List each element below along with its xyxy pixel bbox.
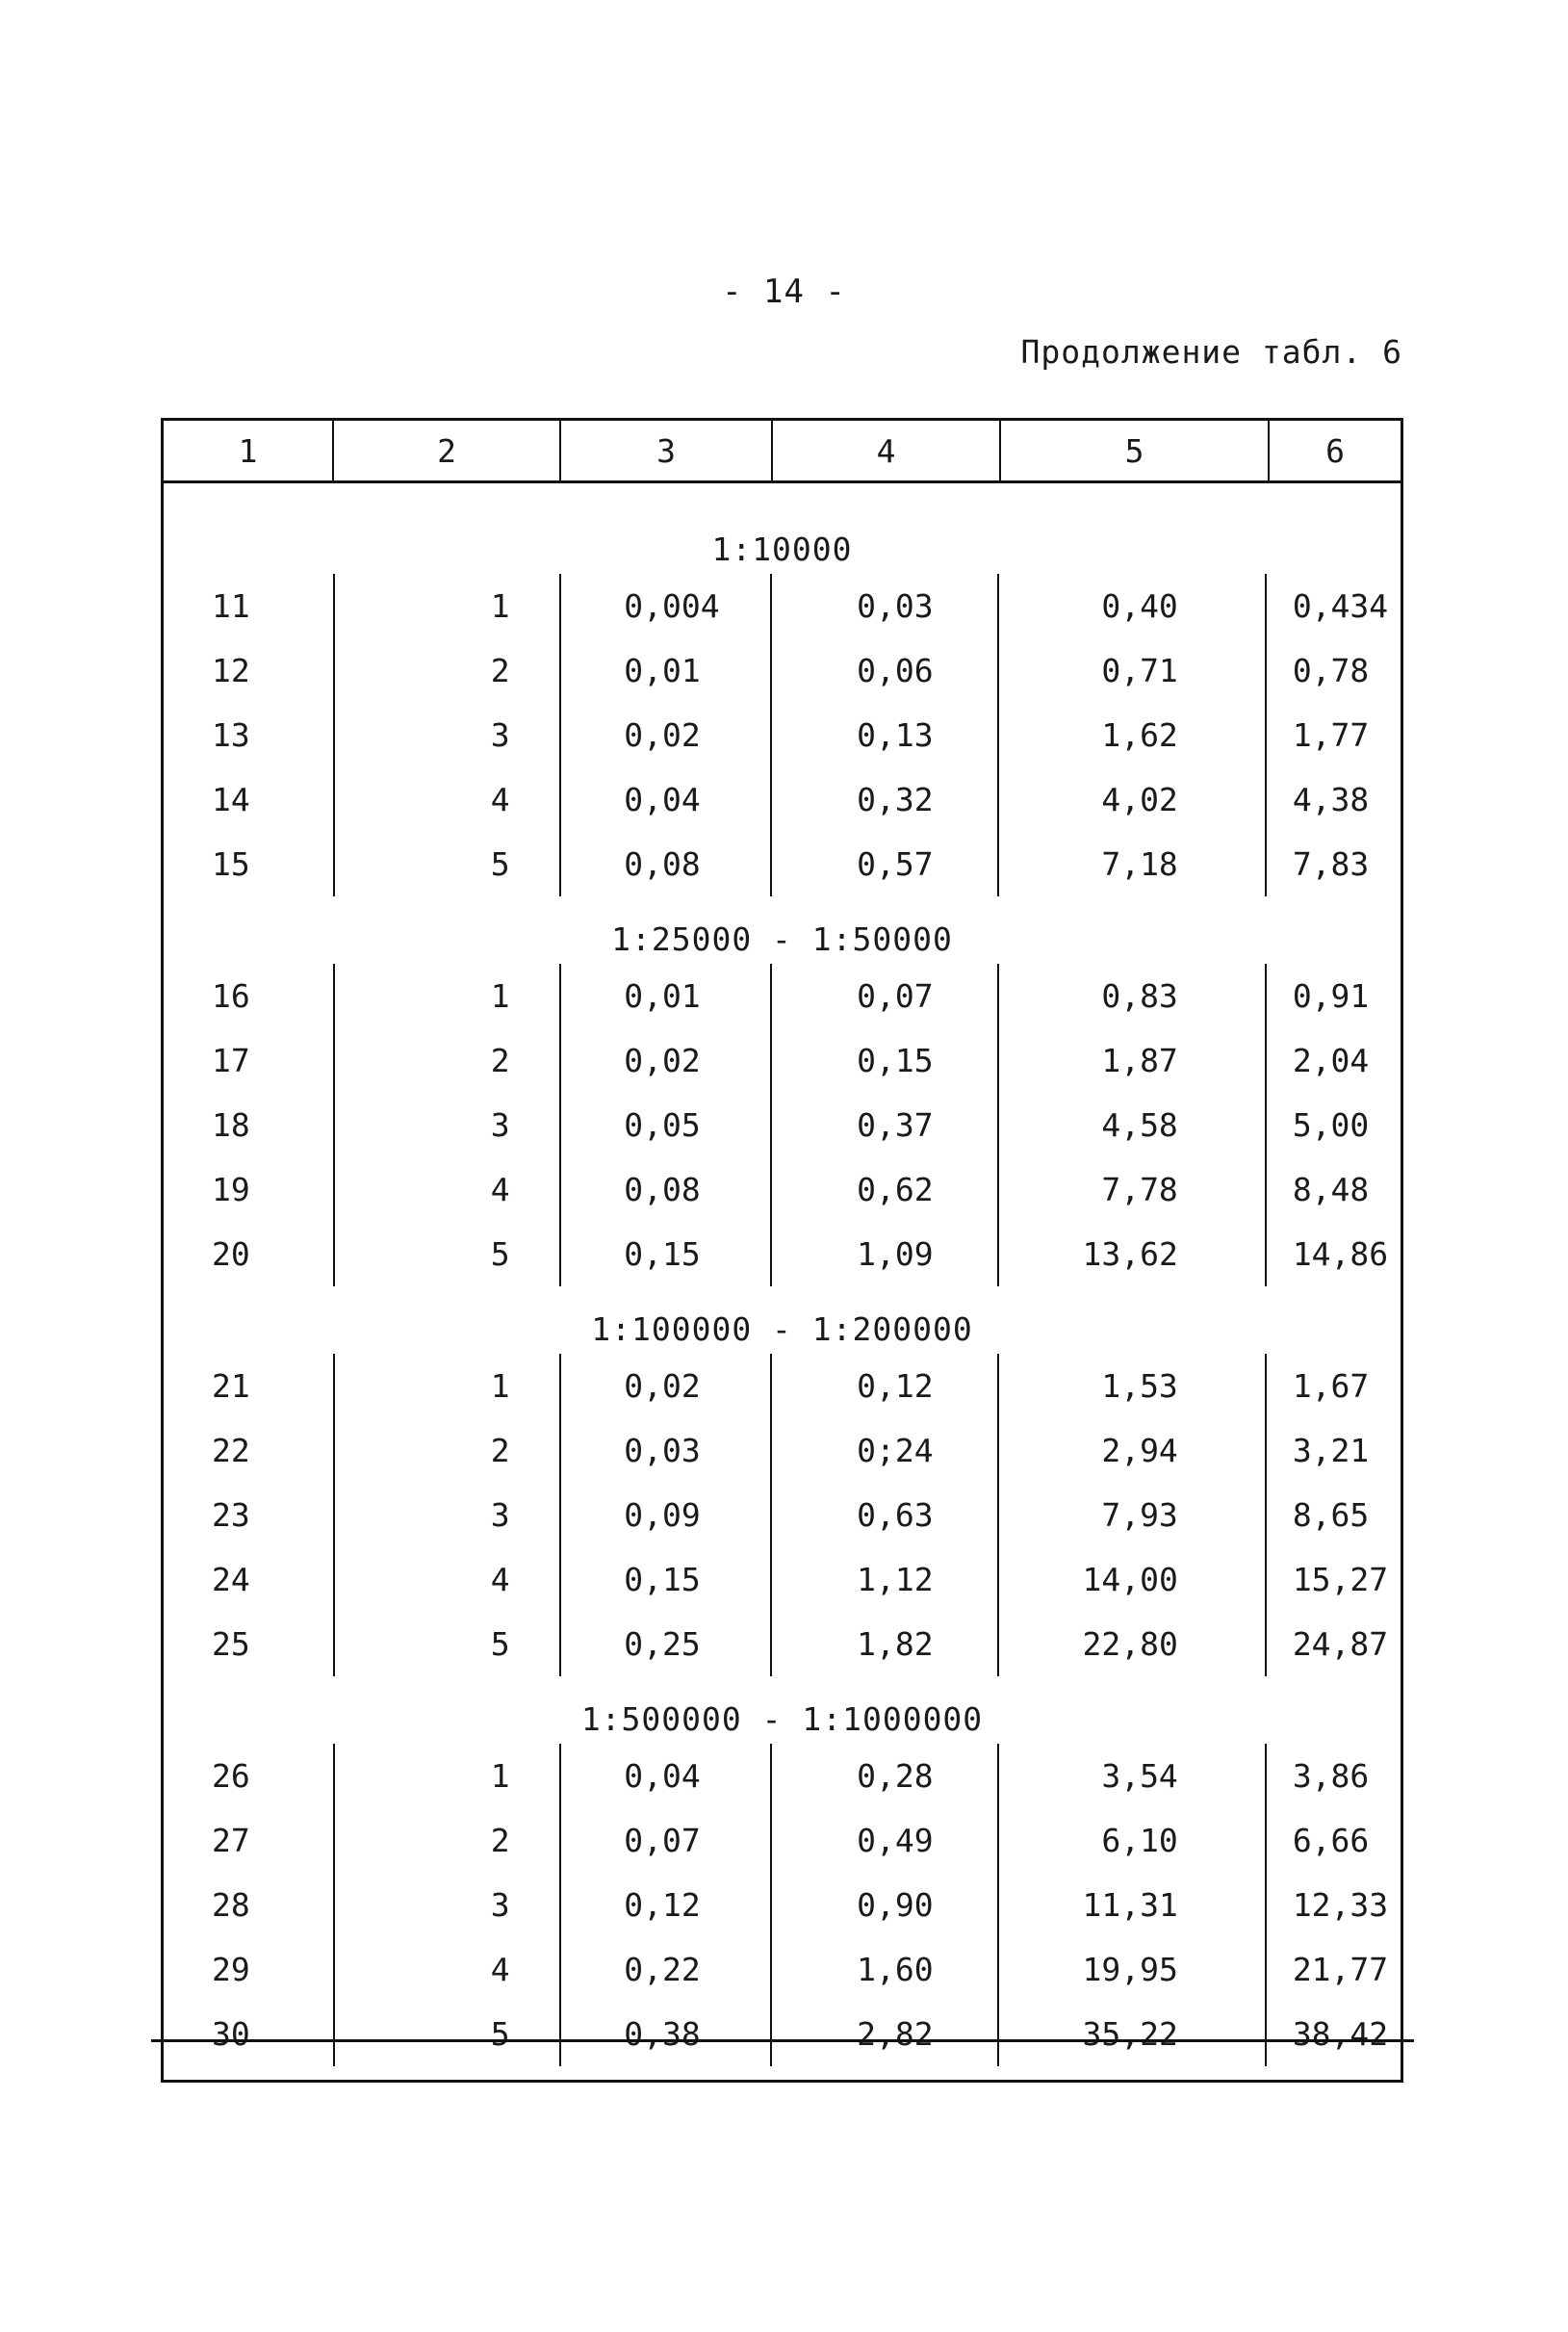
table-cell: 1,12	[857, 1561, 934, 1598]
table-cell: 23	[212, 1496, 250, 1534]
table-cell: 5	[490, 1235, 510, 1273]
table-cell: 0,32	[857, 781, 934, 818]
table-cell: 19,95	[1082, 1951, 1178, 1988]
table-column	[770, 1354, 997, 1676]
table-cell: 7,83	[1292, 845, 1370, 883]
table-cell: 1	[490, 587, 510, 625]
table-header-row	[161, 418, 1403, 483]
table-cell: 2	[490, 1822, 510, 1859]
table-cell: 7,18	[1101, 845, 1178, 883]
table-column	[559, 1354, 770, 1676]
table-cell: 4	[490, 781, 510, 818]
table-cell: 35,22	[1082, 2015, 1178, 2053]
table-cell: 0,49	[857, 1822, 934, 1859]
table-cell: 0,02	[624, 716, 701, 754]
table-cell: 12	[212, 652, 250, 689]
table-cell: 16	[212, 977, 250, 1015]
table-continuation-caption: Продолжение табл. 6	[1020, 333, 1402, 371]
table-cell: 2,82	[857, 2015, 934, 2053]
table-cell: 0,15	[624, 1235, 701, 1273]
table-cell: 0,004	[624, 587, 720, 625]
table-cell: 18	[212, 1106, 250, 1144]
table-cell: 17	[212, 1042, 250, 1079]
table-cell: 0,37	[857, 1106, 934, 1144]
table-cell: 0,83	[1101, 977, 1178, 1015]
table-cell: 0,15	[857, 1042, 934, 1079]
table-cell: 13	[212, 716, 250, 754]
section-scale-label: 1:500000 - 1:1000000	[580, 1700, 984, 1738]
section-rows	[164, 574, 1401, 896]
table-column	[559, 1744, 770, 2066]
table-cell: 0,90	[857, 1886, 934, 1924]
table-column	[770, 964, 997, 1286]
table-cell: 8,65	[1292, 1496, 1370, 1534]
table-column	[164, 1744, 333, 2066]
column-header: 3	[561, 421, 773, 480]
table-cell: 3,21	[1292, 1432, 1370, 1469]
table-cell: 0,57	[857, 845, 934, 883]
table-cell: 3,86	[1292, 1757, 1370, 1795]
table-cell: 12,33	[1292, 1886, 1389, 1924]
table-cell: 0,04	[624, 1757, 701, 1795]
section-scale-label: 1:100000 - 1:200000	[591, 1310, 973, 1348]
table-cell: 0,40	[1101, 587, 1178, 625]
table-cell: 5,00	[1292, 1106, 1370, 1144]
table-cell: 7,78	[1101, 1171, 1178, 1208]
table-cell: 1,60	[857, 1951, 934, 1988]
table-cell: 0,02	[624, 1042, 701, 1079]
table-cell: 0,08	[624, 845, 701, 883]
table-cell: 0,13	[857, 716, 934, 754]
table-cell: 0,07	[624, 1822, 701, 1859]
table-column	[164, 1354, 333, 1676]
table-cell: 0,08	[624, 1171, 701, 1208]
table-column	[997, 574, 1265, 896]
table-cell: 5	[490, 2015, 510, 2053]
table-cell: 0,01	[624, 652, 701, 689]
table-column	[997, 1354, 1265, 1676]
table-cell: 4	[490, 1171, 510, 1208]
table-cell: 3	[490, 1886, 510, 1924]
column-header: 1	[164, 421, 334, 480]
table-cell: 11	[212, 587, 250, 625]
table-cell: 5	[490, 845, 510, 883]
table-cell: 1	[490, 1367, 510, 1405]
table-cell: 15,27	[1292, 1561, 1389, 1598]
table-column	[1265, 1354, 1401, 1676]
table-cell: 15	[212, 845, 250, 883]
table-cell: 4,58	[1101, 1106, 1178, 1144]
table-cell: 0,03	[624, 1432, 701, 1469]
table-cell: 5	[490, 1625, 510, 1663]
table-cell: 0,04	[624, 781, 701, 818]
table-column	[333, 964, 559, 1286]
table-cell: 0,62	[857, 1171, 934, 1208]
table-cell: 0,15	[624, 1561, 701, 1598]
table-column	[333, 1744, 559, 2066]
table-cell: 2	[490, 1042, 510, 1079]
data-table	[161, 418, 1403, 2083]
table-cell: 3	[490, 1106, 510, 1144]
table-cell: 4	[490, 1561, 510, 1598]
table-column	[997, 1744, 1265, 2066]
table-cell: 1,87	[1101, 1042, 1178, 1079]
table-column	[164, 964, 333, 1286]
table-column	[1265, 1744, 1401, 2066]
table-cell: 4,02	[1101, 781, 1178, 818]
table-cell: 20	[212, 1235, 250, 1273]
table-column	[770, 574, 997, 896]
table-cell: 3	[490, 1496, 510, 1534]
table-cell: 0;24	[857, 1432, 934, 1469]
section-scale-label: 1:25000 - 1:50000	[611, 920, 953, 958]
column-header: 6	[1325, 431, 1345, 470]
table-cell: 22	[212, 1432, 250, 1469]
table-cell: 19	[212, 1171, 250, 1208]
page-number: - 14 -	[722, 272, 846, 311]
table-body	[161, 483, 1403, 2083]
table-cell: 0,434	[1292, 587, 1389, 625]
table-cell: 1,62	[1101, 716, 1178, 754]
table-cell: 0,01	[624, 977, 701, 1015]
table-cell: 4	[490, 1951, 510, 1988]
table-cell: 4,38	[1292, 781, 1370, 818]
table-cell: 14	[212, 781, 250, 818]
table-cell: 1	[490, 1757, 510, 1795]
table-column	[559, 574, 770, 896]
table-cell: 1,67	[1292, 1367, 1370, 1405]
table-cell: 0,91	[1292, 977, 1370, 1015]
table-cell: 1,82	[857, 1625, 934, 1663]
table-cell: 2,94	[1101, 1432, 1178, 1469]
table-cell: 2,04	[1292, 1042, 1370, 1079]
table-column	[1265, 574, 1401, 896]
table-cell: 0,05	[624, 1106, 701, 1144]
table-cell: 14,00	[1082, 1561, 1178, 1598]
table-cell: 6,66	[1292, 1822, 1370, 1859]
column-header: 4	[773, 421, 1001, 480]
table-cell: 13,62	[1082, 1235, 1178, 1273]
table-cell: 24,87	[1292, 1625, 1389, 1663]
table-cell: 3,54	[1101, 1757, 1178, 1795]
table-cell: 0,06	[857, 652, 934, 689]
table-cell: 2	[490, 652, 510, 689]
table-cell: 14,86	[1292, 1235, 1389, 1273]
table-cell: 0,28	[857, 1757, 934, 1795]
table-column	[559, 964, 770, 1286]
table-cell: 6,10	[1101, 1822, 1178, 1859]
table-cell: 0,78	[1292, 652, 1370, 689]
column-header: 2	[334, 421, 561, 480]
table-cell: 21	[212, 1367, 250, 1405]
column-header: 5	[1001, 421, 1270, 480]
bottom-rule	[151, 2039, 1414, 2042]
table-cell: 0,38	[624, 2015, 701, 2053]
table-cell: 3	[490, 716, 510, 754]
table-cell: 29	[212, 1951, 250, 1988]
table-cell: 1,53	[1101, 1367, 1178, 1405]
table-cell: 11,31	[1082, 1886, 1178, 1924]
table-cell: 0,71	[1101, 652, 1178, 689]
table-column	[997, 964, 1265, 1286]
table-column	[770, 1744, 997, 2066]
table-cell: 26	[212, 1757, 250, 1795]
table-cell: 0,25	[624, 1625, 701, 1663]
table-cell: 24	[212, 1561, 250, 1598]
table-cell: 2	[490, 1432, 510, 1469]
table-cell: 0,22	[624, 1951, 701, 1988]
table-cell: 0,03	[857, 587, 934, 625]
section-rows	[164, 964, 1401, 1286]
table-cell: 21,77	[1292, 1951, 1389, 1988]
table-cell: 8,48	[1292, 1171, 1370, 1208]
section-rows	[164, 1744, 1401, 2066]
table-cell: 25	[212, 1625, 250, 1663]
table-column	[1265, 964, 1401, 1286]
table-cell: 28	[212, 1886, 250, 1924]
table-cell: 0,02	[624, 1367, 701, 1405]
section-rows	[164, 1354, 1401, 1676]
table-cell: 0,09	[624, 1496, 701, 1534]
table-cell: 0,12	[624, 1886, 701, 1924]
table-cell: 0,63	[857, 1496, 934, 1534]
table-cell: 30	[212, 2015, 250, 2053]
table-cell: 1,77	[1292, 716, 1370, 754]
table-column	[333, 574, 559, 896]
section-scale-label: 1:10000	[711, 531, 853, 568]
table-cell: 27	[212, 1822, 250, 1859]
table-cell: 0,07	[857, 977, 934, 1015]
table-cell: 22,80	[1082, 1625, 1178, 1663]
table-cell: 1,09	[857, 1235, 934, 1273]
table-column	[333, 1354, 559, 1676]
table-column	[164, 574, 333, 896]
table-cell: 38,42	[1292, 2015, 1389, 2053]
table-cell: 1	[490, 977, 510, 1015]
table-cell: 0,12	[857, 1367, 934, 1405]
table-cell: 7,93	[1101, 1496, 1178, 1534]
